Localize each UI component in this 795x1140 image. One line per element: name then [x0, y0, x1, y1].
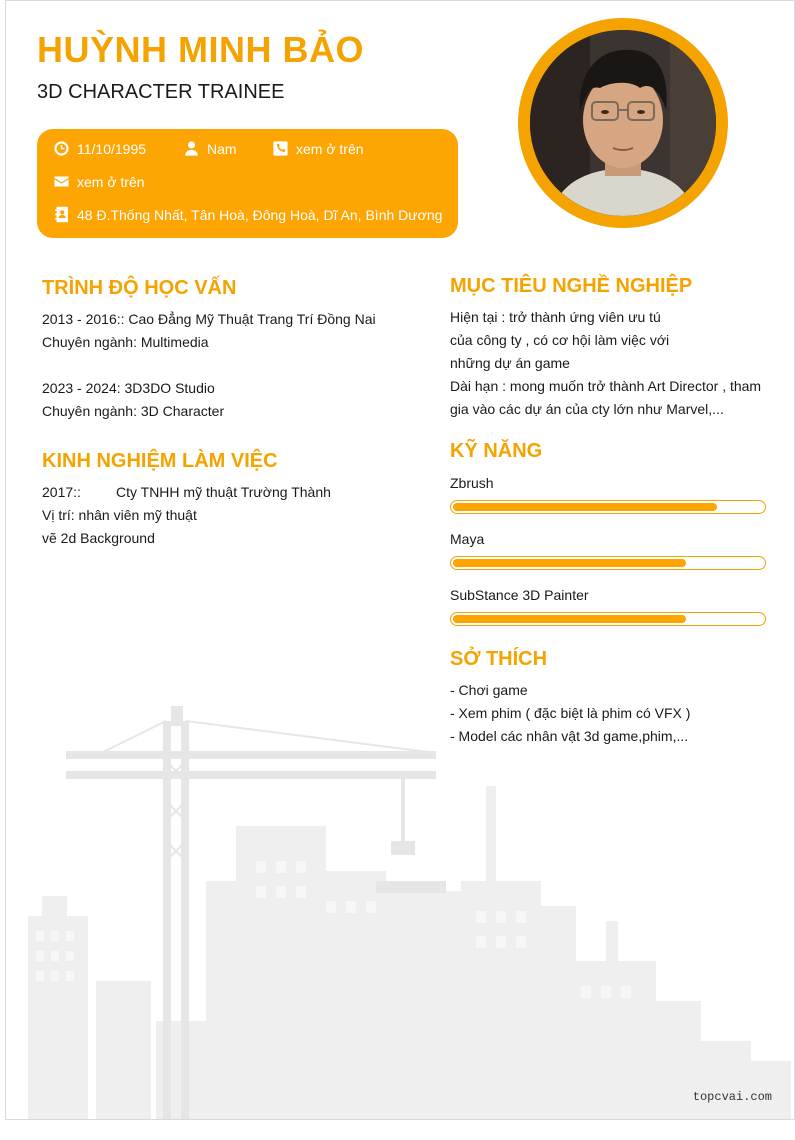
- education-title: TRÌNH ĐỘ HỌC VẤN: [42, 277, 237, 299]
- education-line: Chuyên ngành: Multimedia: [42, 334, 209, 350]
- phone-text: xem ở trên: [296, 140, 364, 157]
- avatar: [530, 30, 716, 216]
- address-book-icon: [53, 206, 70, 223]
- experience-company: Cty TNHH mỹ thuật Trường Thành: [116, 484, 331, 500]
- objective-line: Hiện tại : trở thành ứng viên ưu tú: [450, 309, 661, 325]
- address-text: 48 Đ.Thống Nhất, Tân Hoà, Đông Hoà, Dĩ An, Bình Dương: [77, 206, 443, 223]
- cv-page: [5, 0, 795, 1120]
- skill-bar: [450, 556, 766, 570]
- skill-name: Zbrush: [450, 475, 494, 491]
- email-text: xem ở trên: [77, 173, 145, 190]
- education-line: 2023 - 2024: 3D3DO Studio: [42, 380, 215, 396]
- gender-text: Nam: [207, 140, 237, 157]
- hobby-line: - Model các nhân vật 3d game,phim,...: [450, 728, 689, 744]
- job-position: 3D CHARACTER TRAINEE: [37, 81, 285, 103]
- skill-name: Maya: [450, 531, 485, 547]
- contact-address: [53, 206, 442, 223]
- contact-info-box: [37, 129, 458, 238]
- objective-line: gia vào các dự án của cty lớn như Marvel,...: [450, 401, 724, 417]
- clock-icon: [53, 140, 70, 157]
- portrait-photo: [530, 30, 716, 216]
- hobby-line: - Xem phim ( đặc biệt là phim có VFX ): [450, 705, 691, 721]
- avatar-frame: [518, 18, 728, 228]
- envelope-icon: [53, 173, 70, 190]
- experience-title: KINH NGHIỆM LÀM VIỆC: [42, 450, 278, 472]
- objective-line: những dự án game: [450, 355, 570, 371]
- skills-title: KỸ NĂNG: [450, 440, 543, 462]
- contact-birthday: [53, 140, 146, 157]
- user-icon: [183, 140, 200, 157]
- contact-email: [53, 173, 145, 190]
- objective-line: của công ty , có cơ hội làm việc với: [450, 332, 670, 348]
- hobby-line: - Chơi game: [450, 682, 528, 698]
- experience-line: Vị trí: nhân viên mỹ thuật: [42, 507, 197, 523]
- birthday-text: 11/10/1995: [77, 140, 147, 157]
- objective-title: MỤC TIÊU NGHỀ NGHIỆP: [450, 275, 693, 297]
- skill-bar: [450, 500, 766, 514]
- phone-icon: [272, 140, 289, 157]
- skill-level-fill: [453, 559, 686, 567]
- candidate-name: HUỲNH MINH BẢO: [37, 29, 364, 70]
- objective-line: Dài hạn : mong muốn trở thành Art Director , tham: [450, 378, 762, 394]
- skill-name: SubStance 3D Painter: [450, 587, 589, 603]
- education-line: 2013 - 2016:: Cao Đẳng Mỹ Thuật Trang Trí Đồng Nai: [42, 311, 376, 327]
- experience-year: 2017::: [42, 484, 81, 500]
- skill-bar: [450, 612, 766, 626]
- contact-gender: [183, 140, 237, 157]
- experience-line: vẽ 2d Background: [42, 530, 155, 546]
- contact-phone: [272, 140, 364, 157]
- hobbies-title: SỞ THÍCH: [450, 648, 548, 670]
- skill-level-fill: [453, 615, 686, 623]
- education-line: Chuyên ngành: 3D Character: [42, 403, 225, 419]
- site-watermark: topcvai.com: [692, 1090, 772, 1104]
- skill-level-fill: [453, 503, 717, 511]
